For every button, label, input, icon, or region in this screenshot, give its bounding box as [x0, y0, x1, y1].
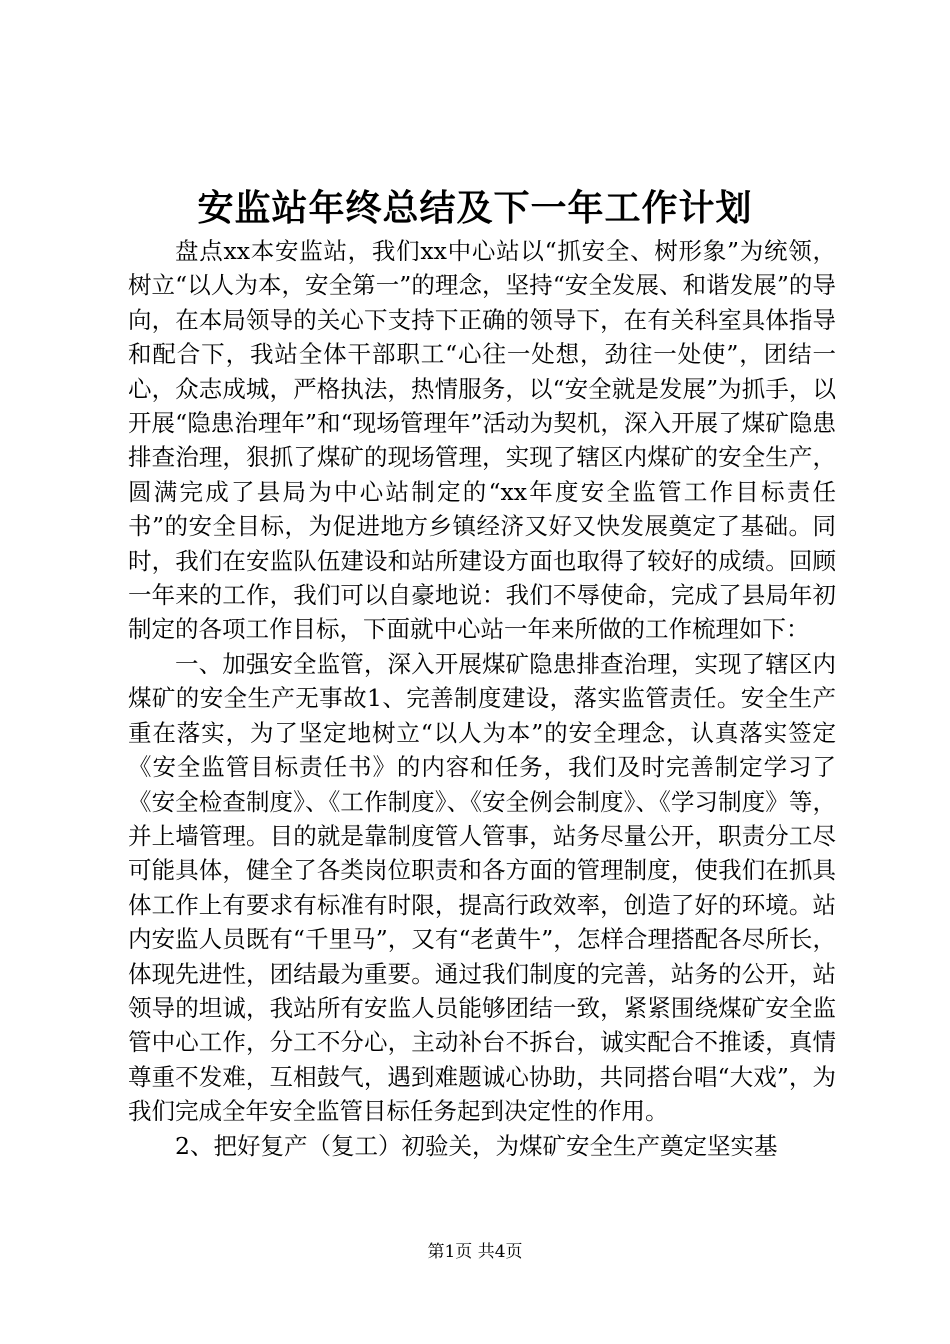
document-body — [128, 234, 836, 1163]
document-title: 安监站年终总结及下一年工作计划 — [197, 187, 753, 229]
page-footer: 第1页 共4页 — [427, 1242, 523, 1262]
paragraph: 一、加强安全监管，深入开展煤矿隐患排查治理，实现了辖区内煤矿的安全生产无事故1、完善制度建设，落实监管责任。安全生产重在落实，为了坚定地树立“以人为本”的安全理念，认真落实签定《安全监管目标责任书》的内容和任务，我们及时完善制定学习了《安全检查制度》、《工作制度》、《安全例会制度》、《学习制度》等，并上墙管理。目的就是靠制度管人管事，站务尽量公开，职责分工尽可能具体，健全了各类岗位职责和各方面的管理制度，使我们在抓具体工作上有要求有标准有时限，提高行政效率，创造了好的环境。站内安监人员既有“千里马”，又有“老黄牛”，怎样合理搭配各尽所长，体现先进性，团结最为重要。通过我们制度的完善，站务的公开，站领导的坦诚，我站所有安监人员能够团结一致，紧紧围绕煤矿安全监管中心工作，分工不分心，主动补台不拆台，诚实配合不推诿，真情尊重不发难，互相鼓气，遇到难题诚心协助，共同搭台唱“大戏”，为我们完成全年安全监管目标任务起到决定性的作用。 — [128, 649, 836, 1126]
paragraph: 2、把好复产（复工）初验关，为煤矿安全生产奠定坚实基 — [175, 1131, 778, 1160]
paragraph: 盘点xx本安监站，我们xx中心站以“抓安全、树形象”为统领，树立“以人为本，安全第一”的理念，坚持“安全发展、和谐发展”的导向，在本局领导的关心下支持下正确的领导下，在有关科室具体指导和配合下，我站全体干部职工“心往一处想，劲往一处使”，团结一心，众志成城，严格执法，热情服务，以“安全就是发展”为抓手，以开展“隐患治理年”和“现场管理年”活动为契机，深入开展了煤矿隐患排查治理，狠抓了煤矿的现场管理，实现了辖区内煤矿的安全生产，圆满完成了县局为中心站制定的“xx年度安全监管工作目标责任书”的安全目标，为促进地方乡镇经济又好又快发展奠定了基础。同时，我们在安监队伍建设和站所建设方面也取得了较好的成绩。回顾一年来的工作，我们可以自豪地说：我们不辱使命，完成了县局年初制定的各项工作目标，下面就中心站一年来所做的工作梳理如下： — [128, 237, 836, 644]
